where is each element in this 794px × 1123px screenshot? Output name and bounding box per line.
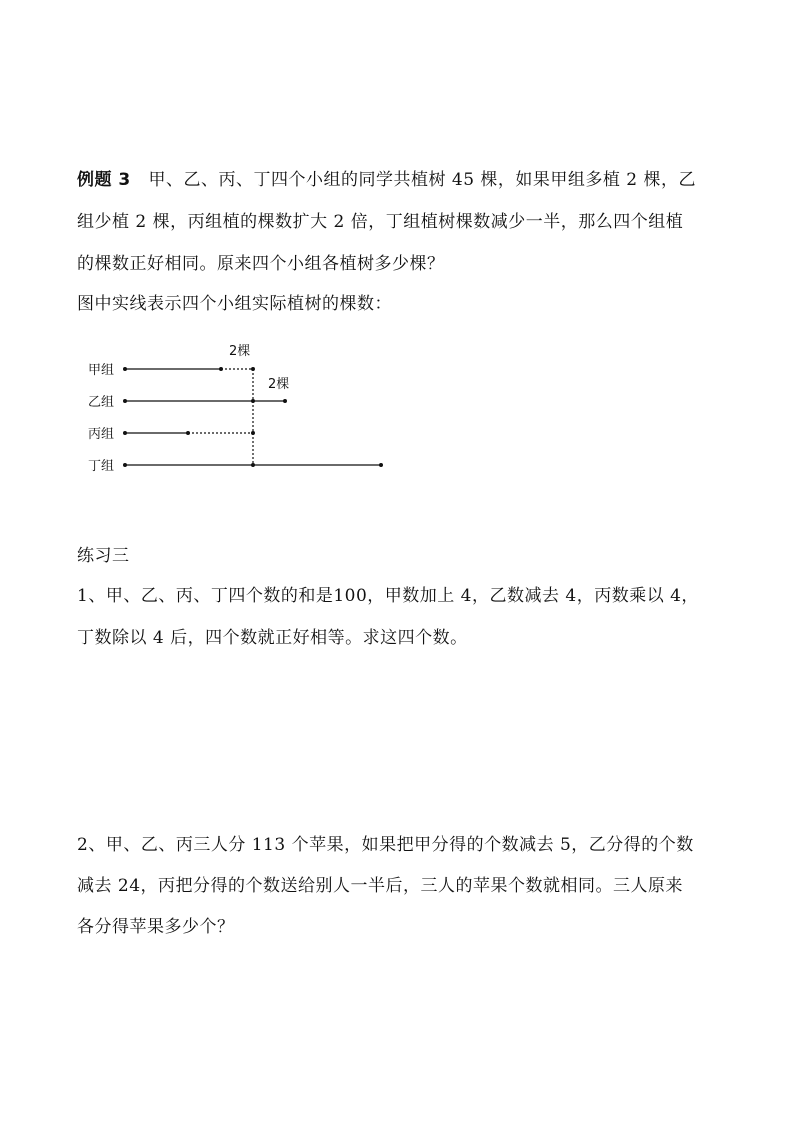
example-label: 例题 3 xyxy=(77,170,131,190)
group-label-yi: 乙组 xyxy=(88,395,115,410)
example-text-1: 甲、乙、丙、丁四个小组的同学共植树 45 棵，如果甲组多植 2 棵，乙 xyxy=(148,170,697,190)
point-bing-end xyxy=(186,431,190,435)
point-jia-end xyxy=(219,367,223,371)
group-label-ding: 丁组 xyxy=(88,459,115,474)
point-ding-start xyxy=(123,463,127,467)
question-1-line-2: 丁数除以 4 后，四个数就正好相等。求这四个数。 xyxy=(77,628,468,648)
point-bing-start xyxy=(123,431,127,435)
question-1-line-1: 1、甲、乙、丙、丁四个数的和是100，甲数加上 4，乙数减去 4，丙数乘以 4， xyxy=(77,586,699,606)
line-segment-diagram xyxy=(0,0,794,520)
example-line-4: 图中实线表示四个小组实际植树的棵数： xyxy=(77,294,392,314)
note-jia-2: 2棵 xyxy=(229,344,251,359)
point-jia-start xyxy=(123,367,127,371)
question-2-line-2: 减去 24，丙把分得的个数送给别人一半后，三人的苹果个数就相同。三人原来 xyxy=(77,876,684,896)
note-yi-2: 2棵 xyxy=(268,377,290,392)
group-label-jia: 甲组 xyxy=(88,363,115,378)
question-2-line-3: 各分得苹果多少个？ xyxy=(77,917,235,937)
exercise-title: 练习三 xyxy=(77,546,130,566)
group-label-bing: 丙组 xyxy=(88,427,115,442)
point-yi-start xyxy=(123,399,127,403)
point-ding-end xyxy=(379,463,383,467)
example-line-2: 组少植 2 棵，丙组植的棵数扩大 2 倍，丁组植树棵数减少一半，那么四个组植 xyxy=(77,212,684,232)
point-yi-end xyxy=(283,399,287,403)
example-line-3: 的棵数正好相同。原来四个小组各植树多少棵？ xyxy=(77,254,445,274)
question-2-line-1: 2、甲、乙、丙三人分 113 个苹果，如果把甲分得的个数减去 5，乙分得的个数 xyxy=(77,835,694,855)
